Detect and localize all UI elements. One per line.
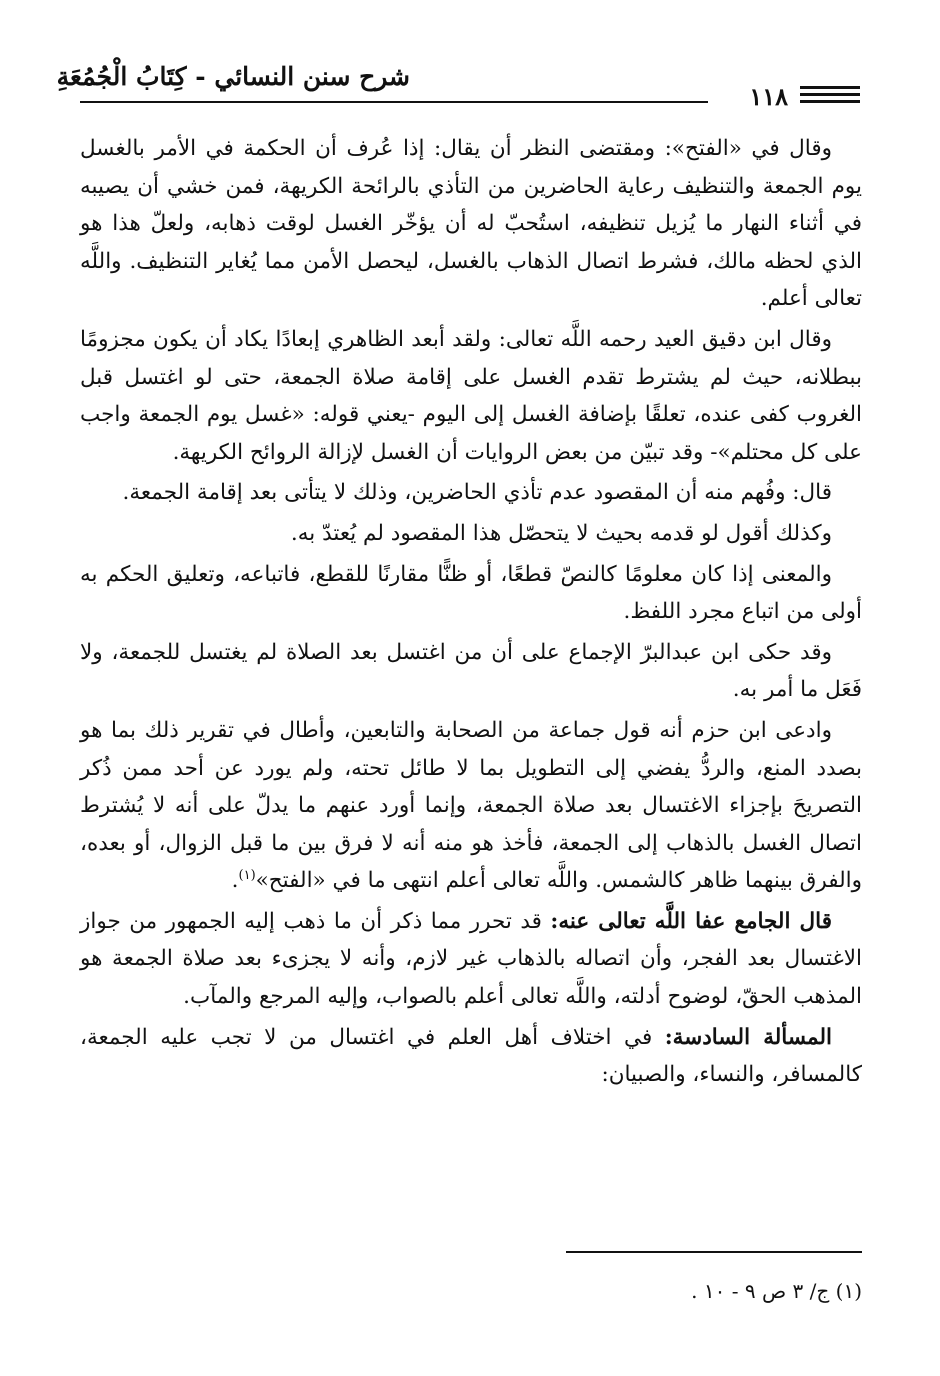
paragraph-8 [80,903,862,1016]
footnote-reference[interactable]: (١) [238,868,256,884]
paragraph-5 [80,556,862,631]
page-number-ornament [800,86,860,102]
footnote-separator [566,1251,862,1253]
paragraph-text: قد تحرر مما ذكر أن ما ذهب إليه الجمهور من جواز الاغتسال بعد الفجر، وأن اتصاله بالذهاب غير لازم، وأنه لا يجزىء بعد صلاة الجمعة هو المذهب الحقّ، لوضوح أدلته، واللَّه تعالى أعلم بالصواب، وإليه المرجع والمآب. [80,908,862,1010]
paragraph-text: وادعى ابن حزم أنه قول جماعة من الصحابة والتابعين، وأطال في تقرير ذلك بما هو بصدد المنع، والردُّ يفضي إلى التطويل بما لا طائل تحته، ولم يورد عن أحد ممن ذُكر التصريحَ بإجزاء الاغتسال بعد صلاة الجمعة، وإنما أورد عنهم ما يدلّ على أنه لا يُشترط اتصال الغسل بالذهاب إلى الجمعة، فأخذ هو منه أنه لا فرق بين ما قبل الزوال، أو بعده، والفرق بينهما ظاهر كالشمس. واللَّه تعالى أعلم انتهى ما في «الفتح» [80,717,862,894]
compiler-statement-lead: قال الجامع عفا اللَّه تعالى عنه: [550,908,832,934]
paragraph-text: قال: وفُهم منه أن المقصود عدم تأذي الحاضرين، وذلك لا يتأتى بعد إقامة الجمعة. [122,480,832,506]
paragraph-2 [80,321,862,471]
paragraph-text: وكذلك أقول لو قدمه بحيث لا يتحصّل هذا المقصود لم يُعتدّ به. [290,520,832,546]
paragraph-text: وقال ابن دقيق العيد رحمه اللَّه تعالى: ولقد أبعد الظاهري إبعادًا يكاد أن يكون مجزومًا ببطلانه، حيث لم يشترط تقدم الغسل على إقامة صلاة الجمعة، حتى لو اغتسل قبل الغروب كفى عنده، تعلقًا بإضافة الغسل إلى اليوم -يعني قوله: «غسل يوم الجمعة واجب على كل محتلم»- وقد تبيّن من بعض الروايات أن الغسل لإزالة الروائح الكريهة. [80,326,862,465]
paragraph-4 [80,515,862,553]
running-title: شرح سنن النسائي - كِتَابُ الْجُمُعَةِ [56,62,410,91]
paragraph-9 [80,1019,862,1094]
section-heading-issue-six: المسألة السادسة: [664,1024,832,1050]
paragraph-text: في اختلاف أهل العلم في اغتسال من لا تجب عليه الجمعة، كالمسافر، والنساء، والصبيان: [80,1024,862,1088]
paragraph-3 [80,474,862,512]
paragraph-7 [80,712,862,900]
paragraph-6 [80,634,862,709]
paragraph-text: وقد حكى ابن عبدالبرّ الإجماع على أن من اغتسل بعد الصلاة لم يغتسل للجمعة، ولا فَعَل ما أمر به. [80,639,862,703]
paragraph-1 [80,130,862,318]
page-number: ١١٨ [749,82,788,111]
paragraph-text: وقال في «الفتح»: ومقتضى النظر أن يقال: إذا عُرف أن الحكمة في الأمر بالغسل يوم الجمعة والتنظيف رعاية الحاضرين من التأذي بالرائحة الكريهة، فمن خشي أن يصيبه في أثناء النهار ما يُزيل تنظيفه، استُحبّ له أن يؤخّر الغسل لوقت ذهابه، ولعلّ هذا هو الذي لحظه مالك، فشرط اتصال الذهاب بالغسل، ليحصل الأمن مما يُغاير التنظيف. واللَّه تعالى أعلم. [80,136,862,312]
header-rule [80,101,708,103]
footnote: (١) ج/ ٣ ص ٩ - ١٠ . [691,1279,862,1303]
main-text [80,130,862,1097]
paragraph-tail: . [231,868,239,894]
paragraph-text: والمعنى إذا كان معلومًا كالنصّ قطعًا، أو ظنًّا مقارنًا للقطع، فاتباعه، وتعليق الحكم به أولى من اتباع مجرد اللفظ. [80,561,862,625]
page-header [56,62,860,112]
